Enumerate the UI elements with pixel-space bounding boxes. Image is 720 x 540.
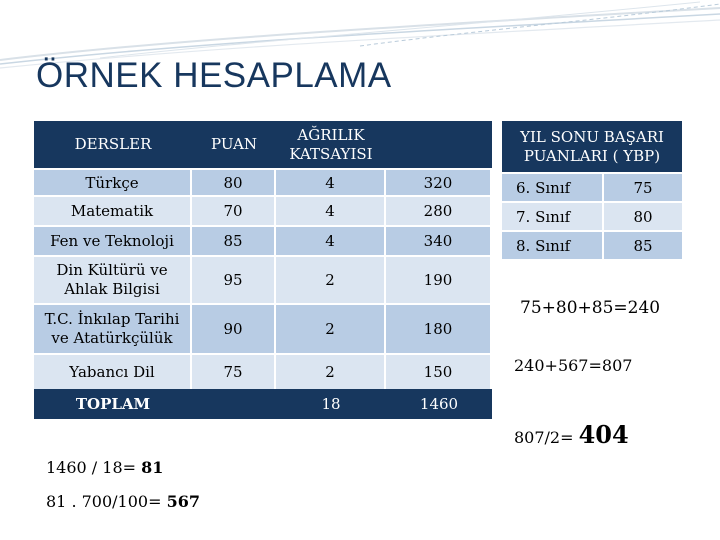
header-weight: AĞRILIK KATSAYISI [289, 125, 373, 163]
grade-score: 80 [604, 201, 682, 230]
total-weight: 18 [276, 389, 386, 419]
grade-score: 85 [604, 230, 682, 259]
table-cell: 95 [192, 255, 276, 303]
ybp-header-text: YIL SONU BAŞARI PUANLARI ( YBP) [520, 127, 664, 165]
table-cell: 190 [386, 255, 492, 303]
total-sum: 240+567=807 [514, 356, 633, 375]
table-cell: 2 [276, 255, 386, 303]
table-cell: 320 [386, 168, 492, 195]
final-score [514, 420, 629, 449]
table-cell: 2 [276, 353, 386, 389]
grades-table [34, 121, 492, 419]
table-cell: 280 [386, 195, 492, 225]
calc-line-2 [46, 492, 200, 511]
header-cell [276, 121, 386, 168]
table-row [34, 303, 492, 353]
table-row [34, 255, 492, 303]
ybp-row [502, 230, 682, 259]
ybp-header-row [502, 121, 682, 172]
header-cell: DERSLER [34, 121, 192, 168]
calc-line-1-value: 81 [141, 458, 164, 477]
course-name: Din Kültürü ve Ahlak Bilgisi [56, 261, 168, 298]
table-cell: 90 [192, 303, 276, 353]
calc-line-1 [46, 458, 163, 477]
table-header-row [34, 121, 492, 168]
ybp-row [502, 172, 682, 201]
table-cell: 70 [192, 195, 276, 225]
table-row [34, 225, 492, 255]
ybp-sum: 75+80+85=240 [520, 298, 661, 318]
table-row [34, 195, 492, 225]
table-cell: 4 [276, 168, 386, 195]
header-cell: PUAN [192, 121, 276, 168]
table-cell [34, 255, 192, 303]
table-row [34, 168, 492, 195]
table-cell: Türkçe [34, 168, 192, 195]
grade-label: 7. Sınıf [502, 201, 604, 230]
total-score: 1460 [386, 389, 492, 419]
table-cell: 4 [276, 225, 386, 255]
table-cell: Matematik [34, 195, 192, 225]
table-cell: 4 [276, 195, 386, 225]
table-cell [34, 303, 192, 353]
table-row [34, 353, 492, 389]
calc-line-2-value: 567 [166, 492, 200, 511]
table-cell: 150 [386, 353, 492, 389]
final-score-label: 807/2= [514, 428, 574, 447]
table-cell: Fen ve Teknoloji [34, 225, 192, 255]
table-cell [192, 389, 276, 419]
table-cell: 340 [386, 225, 492, 255]
ybp-row [502, 201, 682, 230]
table-cell: Yabancı Dil [34, 353, 192, 389]
ybp-table [502, 121, 682, 259]
table-cell: 80 [192, 168, 276, 195]
header-cell [386, 121, 492, 168]
grade-label: 8. Sınıf [502, 230, 604, 259]
calc-line-1-label: 1460 / 18= [46, 458, 137, 477]
table-cell: 2 [276, 303, 386, 353]
page-title: ÖRNEK HESAPLAMA [36, 56, 392, 95]
course-name: T.C. İnkılap Tarihi ve Atatürkçülük [44, 310, 180, 347]
total-row [34, 389, 492, 419]
table-cell: 180 [386, 303, 492, 353]
ybp-header [502, 121, 682, 172]
calc-line-2-label: 81 . 700/100= [46, 492, 162, 511]
grade-label: 6. Sınıf [502, 172, 604, 201]
table-cell: 85 [192, 225, 276, 255]
final-score-value: 404 [578, 420, 629, 449]
total-label: TOPLAM [34, 389, 192, 419]
grade-score: 75 [604, 172, 682, 201]
table-cell: 75 [192, 353, 276, 389]
